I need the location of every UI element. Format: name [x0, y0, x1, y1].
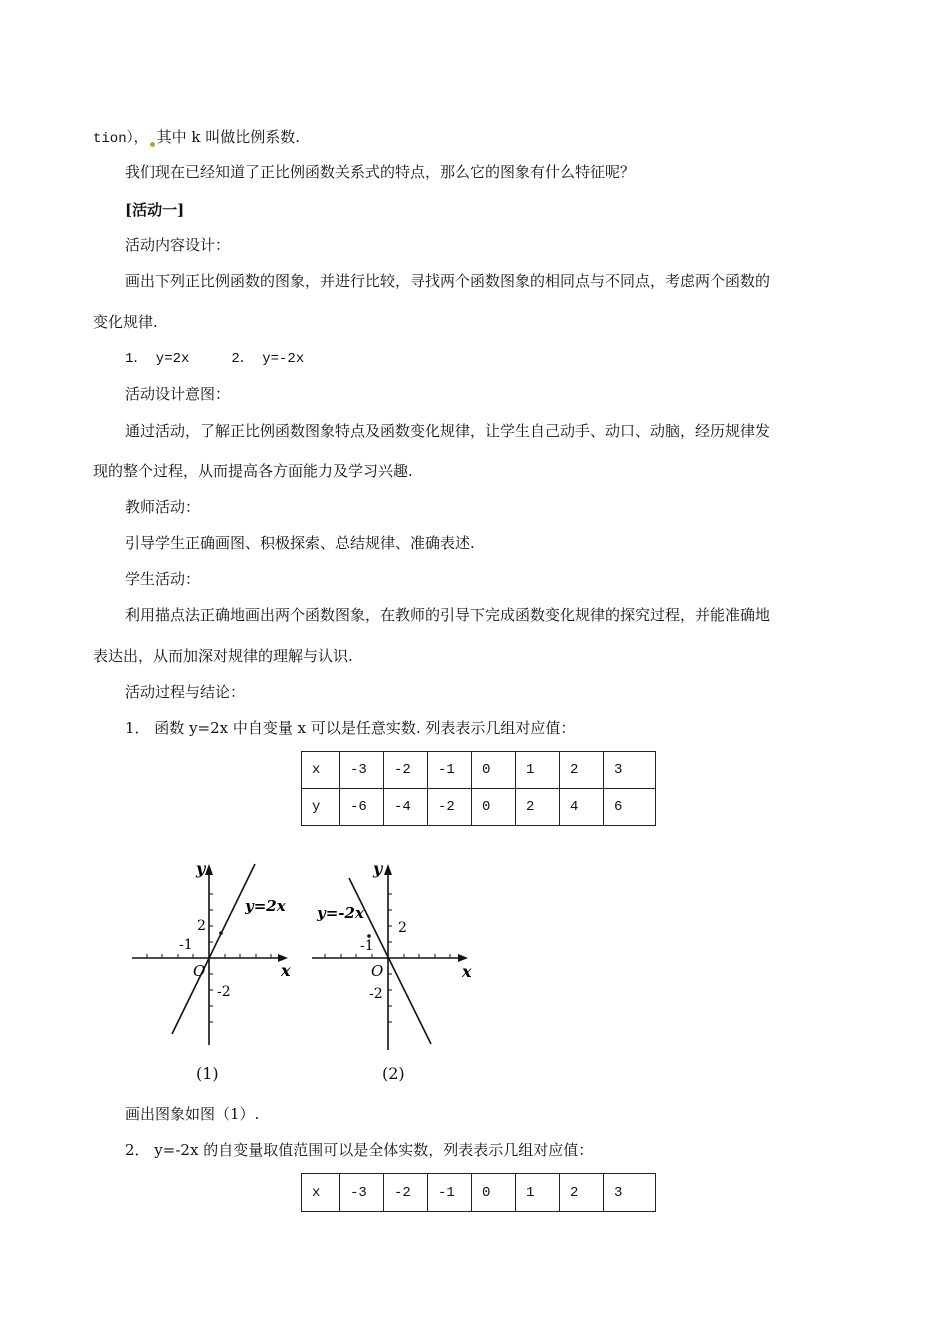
table-cell: 3: [604, 1174, 656, 1212]
step-1-text: 1． 函数 y=2x 中自变量 x 可以是任意实数. 列表表示几组对应值：: [125, 719, 576, 737]
draw-note: 画出图象如图（1）.: [125, 1105, 260, 1123]
functions-line: 1． y=2x 2． y=-2x: [125, 351, 305, 367]
tick-label-2: 2: [398, 920, 407, 936]
table-cell: -2: [384, 752, 428, 789]
margin-mark: [150, 142, 155, 147]
table-cell: -3: [340, 1174, 384, 1212]
values-table-y-neg2x: [301, 1173, 656, 1212]
figure-caption-2: (2): [382, 1064, 405, 1083]
process-label: 活动过程与结论：: [125, 683, 246, 701]
line-label: y=2x: [245, 897, 286, 915]
line-label: y=-2x: [317, 904, 364, 922]
text-fragment: 其中 k 叫做比例系数.: [156, 128, 301, 146]
tick-label-neg2: -2: [369, 986, 383, 1002]
table-cell: -6: [340, 789, 384, 826]
table-cell: 0: [472, 789, 516, 826]
table-row: [302, 752, 656, 789]
step-2-text: 2． y=-2x 的自变量取值范围可以是全体实数，列表表示几组对应值：: [125, 1141, 594, 1159]
teacher-text: 引导学生正确画图、积极探索、总结规律、准确表述.: [125, 534, 475, 552]
table-cell: 2: [560, 1174, 604, 1212]
values-table-y-2x: [301, 751, 656, 826]
tick-label-neg1: -1: [179, 937, 193, 953]
table-cell: 2: [560, 752, 604, 789]
x-axis-label: x: [281, 961, 291, 980]
student-text-line-2: 表达出，从而加深对规律的理解与认识.: [93, 647, 353, 665]
table-cell: 3: [604, 752, 656, 789]
y-axis-label: y: [196, 859, 206, 878]
x-axis-label: x: [462, 962, 472, 981]
intent-text-line-2: 现的整个过程，从而提高各方面能力及学习兴趣.: [93, 462, 413, 480]
table-cell: x: [302, 1174, 340, 1212]
continued-paragraph: [93, 127, 300, 149]
function-line-y-neg2x: [349, 878, 431, 1044]
table-cell: -4: [384, 789, 428, 826]
table-cell: -1: [428, 1174, 472, 1212]
table-cell: 1: [516, 752, 560, 789]
table-cell: 0: [472, 752, 516, 789]
table-cell: y: [302, 789, 340, 826]
tick-label-neg1: -1: [360, 938, 374, 954]
table-row: [302, 789, 656, 826]
table-cell: 6: [604, 789, 656, 826]
student-text-line-1: 利用描点法正确地画出两个函数图象，在教师的引导下完成函数变化规律的探究过程，并能准确地: [125, 606, 771, 624]
table-cell: -3: [340, 752, 384, 789]
table-cell: 0: [472, 1174, 516, 1212]
design-text-line-1: 画出下列正比例函数的图象，并进行比较，寻找两个函数图象的相同点与不同点，考虑两个函数的: [125, 272, 771, 290]
y-axis-arrow-icon: [205, 864, 213, 875]
text-fragment: tion），: [93, 131, 148, 147]
tick-label-neg2: -2: [217, 984, 231, 1000]
graph-y-neg2x: [305, 850, 485, 1050]
student-label: 学生活动：: [125, 570, 201, 588]
table-cell: -1: [428, 752, 472, 789]
origin-label: O: [193, 962, 206, 980]
design-label: 活动内容设计：: [125, 236, 231, 254]
y-axis-arrow-icon: [384, 864, 392, 875]
table-cell: x: [302, 752, 340, 789]
table-cell: 4: [560, 789, 604, 826]
table-cell: 2: [516, 789, 560, 826]
table-cell: 1: [516, 1174, 560, 1212]
activity-heading: [活动一]: [125, 201, 185, 219]
x-axis-arrow-icon: [458, 954, 468, 962]
intent-text-line-1: 通过活动，了解正比例函数图象特点及函数变化规律，让学生自己动手、动口、动脑，经历规律发: [125, 422, 771, 440]
graph-y-2x: [125, 850, 305, 1050]
teacher-label: 教师活动：: [125, 498, 201, 516]
figure-caption-1: (1): [196, 1064, 219, 1083]
tick-label-2: 2: [197, 918, 206, 934]
origin-label: O: [371, 962, 384, 980]
design-text-line-2: 变化规律.: [93, 313, 158, 331]
intent-label: 活动设计意图：: [125, 385, 231, 403]
y-axis-label: y: [373, 859, 383, 878]
table-row: [302, 1174, 656, 1212]
table-cell: -2: [428, 789, 472, 826]
table-cell: -2: [384, 1174, 428, 1212]
intro-question: 我们现在已经知道了正比例函数关系式的特点，那么它的图象有什么特征呢？: [125, 163, 636, 181]
point-marker: [219, 931, 223, 935]
